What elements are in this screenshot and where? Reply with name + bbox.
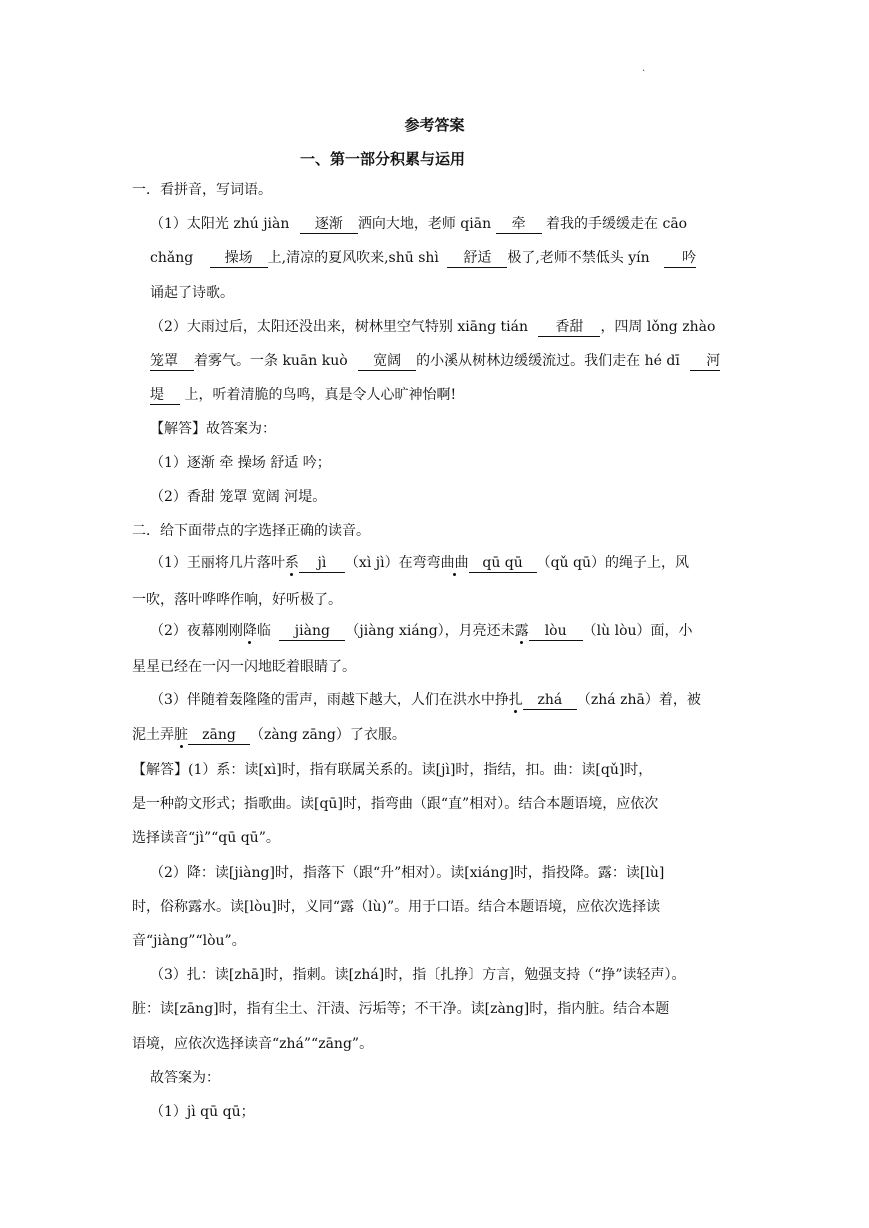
section-heading: 一、第一部分积累与运用 [300, 150, 466, 168]
q2-p1-line1: （1）王丽将几片落叶系 jì （xì jì）在弯弯曲曲 qū qū （qǔ qū）的绳子上，风 [150, 555, 689, 571]
answer-label: 故答案为： [150, 1070, 220, 1086]
explanation-line: 语境，应依次选择读音“zhá”“zāng”。 [132, 1036, 374, 1052]
q1-p2-line2: 笼罩 着雾气。一条 kuān kuò 宽阔 的小溪从树林边缓缓流过。我们走在 hé dī 河 [150, 353, 721, 369]
answer-blank: 舒适 [447, 249, 507, 268]
answer-blank: jiàng [279, 622, 345, 641]
answer-blank: zāng [188, 726, 250, 745]
answer-blank: 宽阔 [358, 352, 416, 371]
dotted-char: 降 [242, 623, 257, 639]
answer-blank: jì [299, 554, 345, 573]
explanation-line: 时，俗称露水。读[lòu]时，义同“露（lù)”。用于口语。结合本题语境，应依次选择读 [132, 899, 661, 915]
answer-blank: 牵 [496, 215, 542, 234]
explanation-line: 脏：读[zāng]时，指有尘土、汗渍、污垢等；不干净。读[zàng]时，指内脏。结合本题 [132, 1001, 670, 1017]
dotted-char: 曲曲 [440, 555, 469, 571]
answer-blank: 河 [690, 352, 720, 371]
explanation-line: 【解答】(1）系：读[xì]时，指有联属关系的。读[jì]时，指结，扣。曲：读[qǔ]时， [132, 762, 653, 778]
answer-blank: 逐渐 [300, 215, 358, 234]
answer-line: （1）jì qū qū； [150, 1104, 255, 1120]
q1-p1-line1: （1）太阳光 zhú jiàn 逐渐 洒向大地，老师 qiān 牵 着我的手缓缓走在 cāo [150, 216, 688, 232]
dotted-char: 系 [284, 555, 299, 571]
q2-p3-line2: 泥土弄脏 zāng （zàng zāng）了衣服。 [132, 727, 406, 743]
answer-blank: 操场 [210, 249, 268, 268]
answer-blank: 笼罩 [150, 352, 194, 371]
explanation-line: 音“jiàng”“lòu”。 [132, 933, 246, 949]
answer-blank: 香甜 [538, 318, 600, 337]
dotted-char: 扎 [508, 692, 523, 708]
explanation-line: 是一种韵文形式；指歌曲。读[qū]时，指弯曲（跟“直”相对）。结合本题语境，应依次 [132, 796, 659, 812]
q1-p2-line3: 堤 上，听着清脆的鸟鸣，真是令人心旷神怡啊! [150, 387, 457, 403]
q1-p2-line1: （2）大雨过后，太阳还没出来，树林里空气特别 xiāng tián 香甜 ，四周 lǒng zhào [150, 319, 716, 335]
q2-p2-line1: （2）夜幕刚刚降临 jiàng （jiàng xiáng），月亮还未露 lòu （lù lòu）面，小 [150, 623, 693, 639]
page-dot: · [642, 66, 646, 77]
page-title: 参考答案 [404, 116, 465, 134]
answer-line: （1）逐渐 牵 操场 舒适 吟； [150, 455, 331, 471]
answer-label: 【解答】故答案为： [150, 421, 276, 437]
answer-blank: qū qū [469, 554, 537, 573]
q2-p2-line2: 星星已经在一闪一闪地眨着眼睛了。 [132, 659, 356, 675]
explanation-line: （3）扎：读[zhā]时，指刺。读[zhá]时，指〔扎挣〕方言，勉强支持（“挣”读轻声）。 [150, 967, 686, 983]
question-1-title: 一．看拼音，写词语。 [132, 182, 272, 198]
dotted-char: 露 [514, 623, 529, 639]
answer-line: （2）香甜 笼罩 宽阔 河堤。 [150, 489, 327, 505]
q2-p3-line1: （3）伴随着轰隆隆的雷声，雨越下越大，人们在洪水中挣扎 zhá （zhá zhā）着，被 [150, 692, 701, 708]
q2-p1-line2: 一吹，落叶哗哗作响，好听极了。 [132, 592, 342, 608]
explanation-line: 选择读音“jì”“qū qū”。 [132, 830, 280, 846]
question-2-title: 二．给下面带点的字选择正确的读音。 [132, 523, 370, 539]
q1-p1-line3: 诵起了诗歌。 [150, 285, 234, 301]
answer-blank: zhá [523, 691, 577, 710]
dotted-char: 脏 [174, 727, 188, 743]
q1-p1-line2: chǎng 操场 上,清凉的夏风吹来,shū shì 舒适 极了,老师不禁低头 yín 吟 [150, 250, 697, 266]
answer-blank: lòu [529, 622, 583, 641]
explanation-line: （2）降：读[jiàng]时，指落下（跟“升”相对）。读[xiáng]时，指投降。露：读[lù] [150, 865, 665, 881]
answer-blank: 吟 [664, 249, 696, 268]
answer-blank: 堤 [150, 386, 180, 405]
